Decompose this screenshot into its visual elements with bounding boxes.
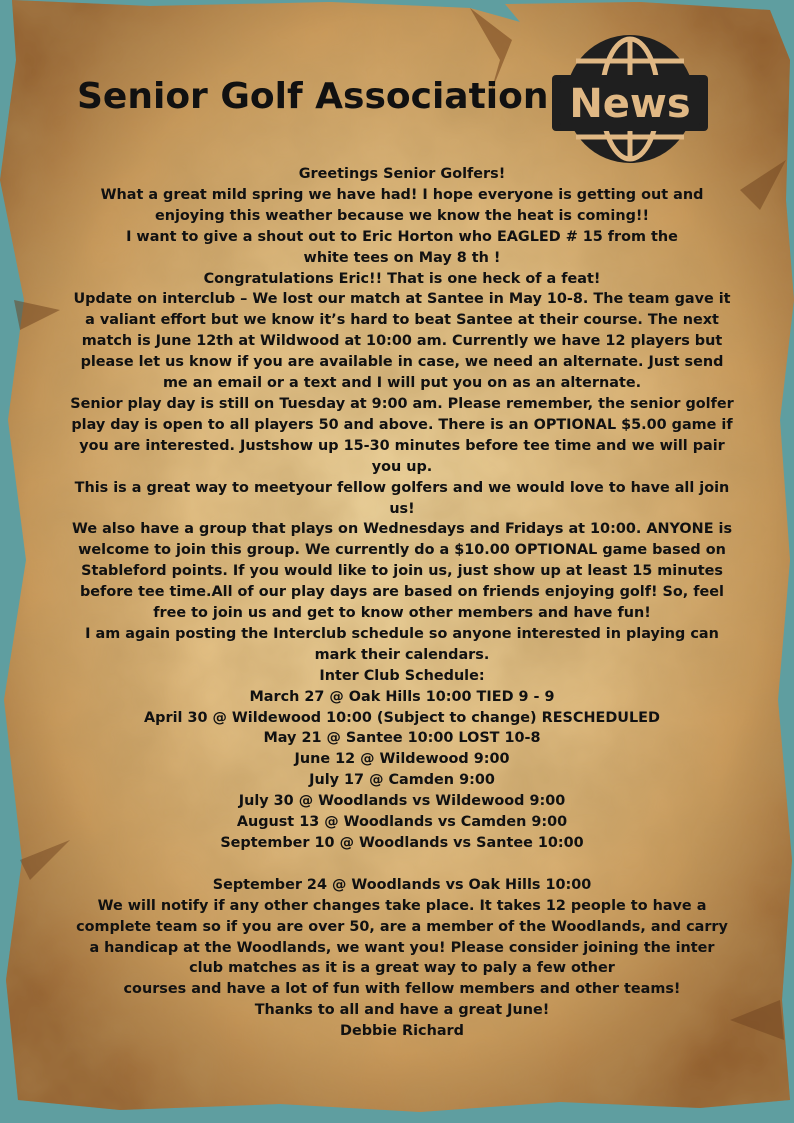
schedule-item: May 21 @ Santee 10:00 LOST 10-8 [263, 730, 541, 747]
paragraph: What a great mild spring we have had! I hope everyone is getting out and enjoying this weather because we know the heat is coming!! [100, 186, 704, 224]
schedule-item: September 24 @ Woodlands vs Oak Hills 10:00 [212, 876, 592, 893]
schedule-item: July 17 @ Camden 9:00 [309, 772, 495, 789]
paragraph: Senior play day is still on Tuesday at 9:00 am. Please remember, the senior golfer play day is open to all players 50 and above. There is an OPTIONAL $5.00 game if you are interested. Justshow up 15-30 minutes before tee time and we will pair you up. [70, 395, 734, 475]
schedule-item: June 12 @ Wildewood 9:00 [294, 751, 510, 768]
spacer [70, 854, 734, 875]
schedule-item: August 13 @ Woodlands vs Camden 9:00 [236, 814, 568, 831]
greeting: Greetings Senior Golfers! [298, 166, 506, 182]
paragraph: We also have a group that plays on Wednesdays and Fridays at 10:00. ANYONE is welcome to join this group. We currently do a $10.00 OPTIONAL game based on Stableford points. If you would like to join us, just show up at least 15 minutes before tee time.All of our play days are based on friends enjoying golf! So, feel free to join us and get to know other members and have fun! [71, 521, 733, 622]
closing-paragraph: Thanks to all and have a great June! [254, 1002, 550, 1019]
paragraph: This is a great way to meetyour fellow golfers and we would love to have all join us! [74, 479, 730, 517]
paragraph: I am again posting the Interclub schedule so anyone interested in playing can mark their calendars. [85, 625, 719, 663]
schedule-item: July 30 @ Woodlands vs Wildewood 9:00 [238, 793, 566, 810]
schedule-title: Inter Club Schedule: [319, 667, 485, 684]
schedule-item: April 30 @ Wildewood 10:00 (Subject to change) RESCHEDULED [144, 709, 660, 726]
globe-icon [552, 33, 708, 166]
news-logo-label: News [569, 81, 691, 127]
closing-paragraph: We will notify if any other changes take place. It takes 12 people to have a complete team so if you are over 50, are a member of the Woodlands, and carry a handicap at the Woodlands, we want you! Please consider joining the inter club matches as it is a great way to paly a few other [76, 897, 728, 977]
signature: Debbie Richard [340, 1023, 464, 1040]
letter-body [70, 164, 734, 1042]
schedule-item: March 27 @ Oak Hills 10:00 TIED 9 - 9 [249, 688, 555, 705]
closing-paragraph: courses and have a lot of fun with fellow members and other teams! [123, 981, 681, 998]
schedule-item: September 10 @ Woodlands vs Santee 10:00 [220, 835, 584, 851]
news-logo [552, 33, 708, 166]
paragraph: I want to give a shout out to Eric Horton who EAGLED # 15 from the [126, 228, 678, 245]
paragraph: Update on interclub – We lost our match at Santee in May 10-8. The team gave it a valiant effort but we know it’s hard to beat Santee at their course. The next match is June 12th at Wildwood at 10:00 am. Currently we have 12 players but please let us know if you are available in case, we need an alternate. Just send me an email or a text and I will put you on as an alternate. [73, 291, 731, 392]
page-title: Senior Golf Association [77, 76, 549, 117]
paragraph: Congratulations Eric!! That is one heck of a feat! [203, 270, 601, 287]
paragraph: white tees on May 8 th ! [303, 249, 501, 266]
